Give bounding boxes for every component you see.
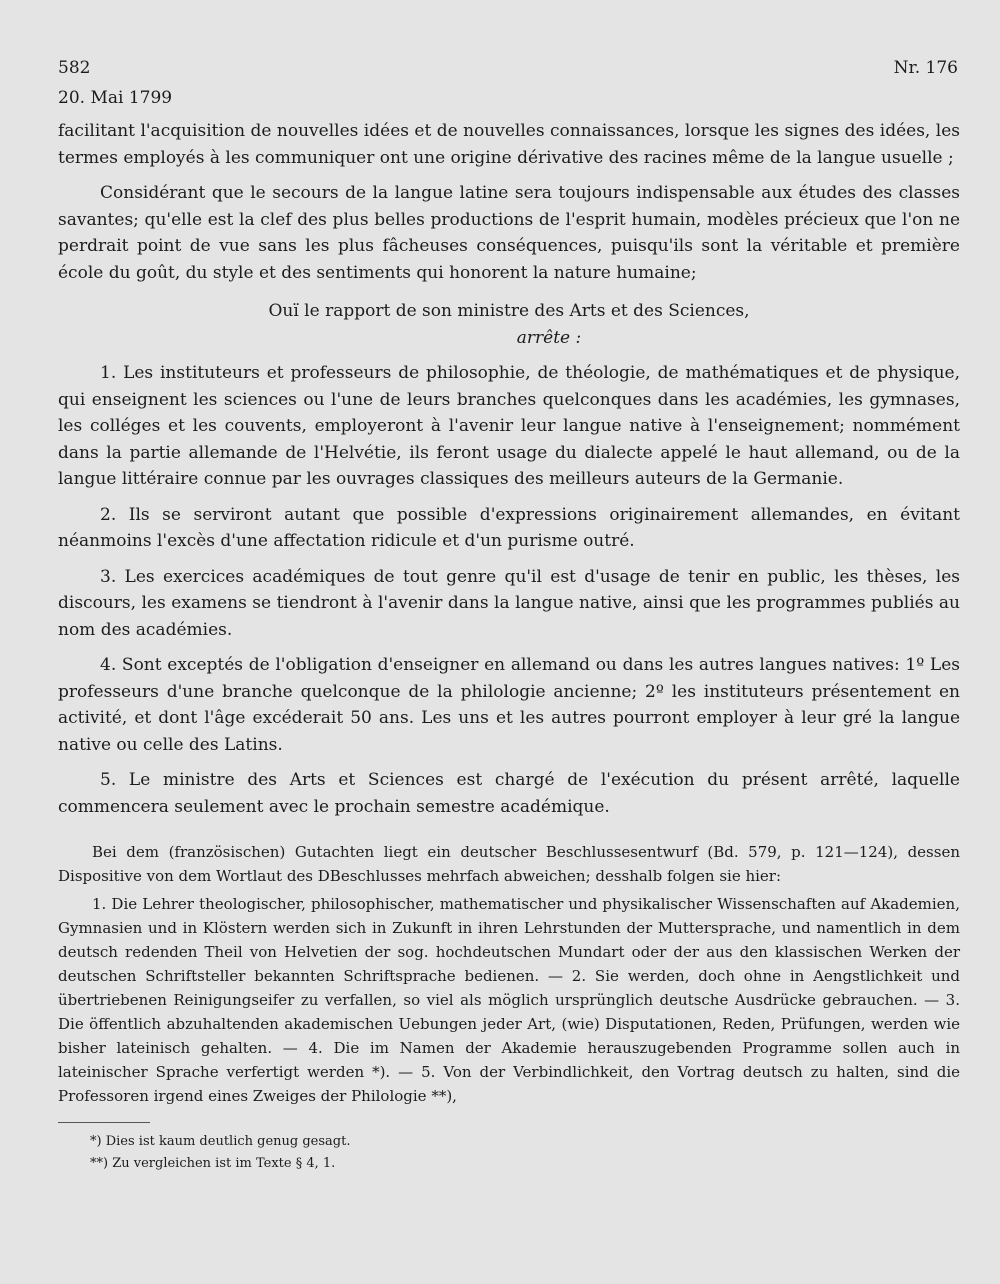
main-text (58, 118, 960, 820)
article-2: 2. Ils se serviront autant que possible d'expressions originairement allemandes, en évitant néanmoins l'excès d'une affectation ridicule et d'un purisme outré. (58, 504, 960, 551)
article-5: 5. Le ministre des Arts et Sciences est chargé de l'exécution du présent arrêté, laquelle commencera seulement avec le prochain semestre académique. (58, 770, 960, 817)
article-1: 1. Les instituteurs et professeurs de philosophie, de théologie, de mathématiques et de physique, qui enseignent les sciences ou l'une de leurs branches quelconques dans les académies, les gymnases, les colléges et les couvents, employeront à l'avenir leur langue native à l'enseignement; nommément dans la partie allemande de l'Helvétie, ils feront usage du dialecte appelé le haut allemand, ou de la langue littéraire connue par les ouvrages classiques des meilleurs auteurs de la Germanie. (58, 363, 960, 489)
paragraph-continuation: facilitant l'acquisition de nouvelles idées et de nouvelles connaissances, lorsque les signes des idées, les termes employés à les communiquer ont une origine dérivative des racines même de la langue usuelle ; (58, 121, 960, 168)
running-header (58, 58, 960, 108)
article-3: 3. Les exercices académiques de tout genre qu'il est d'usage de tenir en public, les thèses, les discours, les examens se tiendront à l'avenir dans la langue native, ainsi que les programmes publiés au nom des académies. (58, 566, 960, 640)
header-date: 20. Mai 1799 (58, 88, 173, 108)
paragraph-considerant: Considérant que le secours de la langue latine sera toujours indispensable aux études des classes savantes; qu'elle est la clef des plus belles productions de l'esprit humain, modèles précieux que l'on ne perdrait point de vue sans les plus fâcheuses conséquences, puisqu'ils sont la véritable et première école du goût, du style et des sentiments qui honorent la nature humaine; (58, 183, 960, 283)
page-number: 582 (58, 58, 91, 78)
note-intro: Bei dem (französischen) Gutachten liegt ein deutscher Beschlussesentwurf (Bd. 579, p. 121—124), dessen Dispositive von dem Wortlaut des DBeschlusses mehrfach abweichen; desshalb folgen sie hier: (58, 843, 960, 885)
article-4: 4. Sont exceptés de l'obligation d'enseigner en allemand ou dans les autres langues natives: 1º Les professeurs d'une branche quelconque de la philologie ancienne; 2º les instituteurs présentement en activité, et dont l'âge excéderait 50 ans. Les uns et les autres pourront employer à leur gré la langue native ou celle des Latins. (58, 655, 960, 755)
paragraph-arrete: arrête : (516, 327, 582, 348)
editorial-note (58, 840, 960, 1108)
document-number: Nr. 176 (893, 58, 958, 78)
footnote-1: *) Dies ist kaum deutlich genug gesagt. (90, 1134, 351, 1149)
footnotes (58, 1131, 960, 1175)
paragraph-oui-le-rapport: Ouï le rapport de son ministre des Arts et des Sciences, (268, 301, 750, 321)
footnote-2: **) Zu vergleichen ist im Texte § 4, 1. (90, 1156, 336, 1171)
note-german-dispositive: 1. Die Lehrer theologischer, philosophischer, mathematischer und physikalischer Wissenschaften auf Akademien, Gymnasien und in Klöstern werden sich in Zukunft in ihren Lehrstunden der Muttersprache, und namentlich in dem deutsch redenden Theil von Helvetien der sog. hochdeutschen Mundart oder der aus den klassischen Werken der deutschen Schriftsteller bekannten Schriftsprache bedienen. — 2. Sie werden, doch ohne in Aengstlichkeit und übertriebenen Reinigungseifer zu verfallen, so viel als möglich ursprünglich deutsche Ausdrücke gebrauchen. — 3. Die öffentlich abzuhaltenden akademischen Uebungen jeder Art, (wie) Disputationen, Reden, Prüfungen, werden wie bisher lateinisch gehalten. — 4. Die im Namen der Akademie herauszugebenden Programme sollen auch in lateinischer Sprache verfertigt werden *). — 5. Von der Verbindlichkeit, den Vortrag deutsch zu halten, sind die Professoren irgend eines Zweiges der Philologie **), (58, 895, 960, 1105)
footnote-divider (58, 1122, 150, 1123)
